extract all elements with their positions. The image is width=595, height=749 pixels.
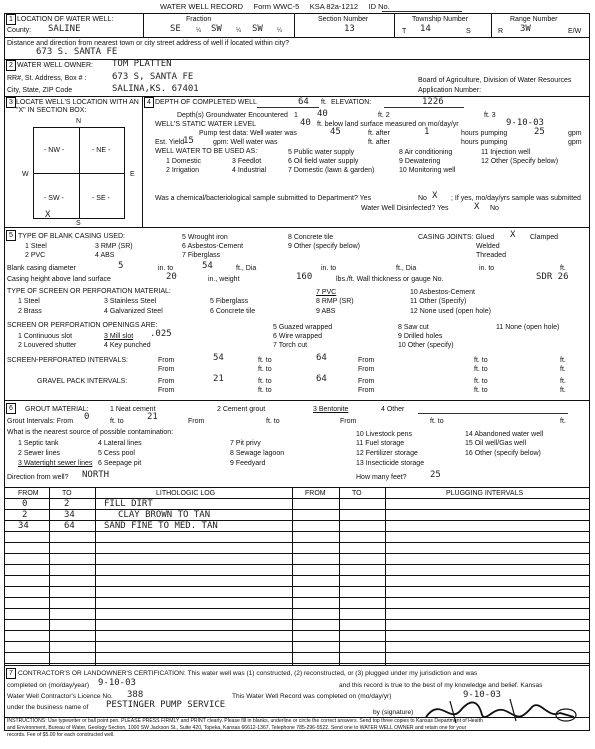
county-label: County: bbox=[7, 27, 32, 34]
screen-8: 8 RMP (SR) bbox=[316, 298, 354, 305]
screen-from: 54 bbox=[213, 353, 224, 363]
use-8: 8 Air conditioning bbox=[399, 149, 453, 156]
contam-11: 11 Fuel storage bbox=[356, 440, 405, 447]
log-row-rule bbox=[4, 564, 590, 565]
use-4: 4 Industrial bbox=[232, 167, 267, 174]
screen-9: 9 ABS bbox=[316, 308, 336, 315]
form-title-text: WATER WELL RECORD bbox=[160, 2, 244, 11]
use-2: 2 Irrigation bbox=[166, 167, 200, 174]
section-6-num: 6 bbox=[6, 403, 16, 414]
pump-after-2: ft. after bbox=[368, 139, 390, 146]
use-11: 11 Injection well bbox=[481, 149, 531, 156]
address-value: 673 S, SANTA FE bbox=[112, 72, 194, 82]
opening-5: 5 Guazed wrapped bbox=[273, 324, 333, 331]
completed-tail: and this record is true to the best of my knowledge and belief. Kansas bbox=[339, 682, 543, 689]
gauge-value: SDR 26 bbox=[536, 272, 569, 282]
distance-label: Distance and direction from nearest town or city street address of well if located within city? bbox=[7, 40, 290, 47]
gravel-to-label: ft. to bbox=[258, 378, 272, 385]
opening-6: 6 Wire wrapped bbox=[273, 333, 323, 340]
section-7-num: 7 bbox=[6, 668, 16, 679]
screen-to-label-2: ft. to bbox=[474, 357, 488, 364]
diameter-to-value: 54 bbox=[202, 261, 213, 271]
footer-line-3: records. Fee of $5.00 for each constructed well. bbox=[7, 732, 115, 738]
range-r: R bbox=[498, 28, 504, 35]
pump-hours: 1 bbox=[424, 127, 430, 137]
joints-label: CASING JOINTS: Glued bbox=[418, 234, 495, 241]
screen-12: 12 None used (open hole) bbox=[410, 308, 491, 315]
log-row-3-to: 64 bbox=[64, 521, 75, 531]
ksa-ref: KSA 82a-1212 bbox=[309, 2, 359, 11]
license-date: 9-10-03 bbox=[463, 690, 501, 700]
screen-to-label-3: ft. to bbox=[258, 366, 272, 373]
pump-label: Pump test data: Well water was bbox=[199, 130, 297, 137]
log-row-rule bbox=[4, 597, 590, 598]
use-6: 6 Oil field water supply bbox=[288, 158, 359, 165]
log-row-1-from: 0 bbox=[22, 499, 28, 509]
township-t: T bbox=[402, 28, 407, 35]
casing-6: 6 Asbestos-Cement bbox=[182, 243, 244, 250]
casing-9: 9 Other (specify below) bbox=[288, 243, 360, 250]
int-ft-from: From bbox=[188, 418, 205, 425]
diameter-ftdia: ft., Dia bbox=[236, 265, 257, 272]
int-from: 0 bbox=[84, 412, 90, 422]
contam-label: What is the nearest source of possible contamination: bbox=[7, 429, 174, 436]
contam-9: 9 Feedyard bbox=[230, 460, 266, 467]
quad-ne: - NE - bbox=[92, 147, 111, 154]
screen-1: 1 Steel bbox=[18, 298, 40, 305]
range-ew: E/W bbox=[568, 28, 582, 35]
opening-3: 3 Mill slot bbox=[104, 333, 134, 340]
casing-7: 7 Fiberglass bbox=[182, 252, 221, 259]
disinfected-no: No bbox=[490, 205, 499, 212]
compass-n: N bbox=[76, 118, 82, 125]
compass-w: W bbox=[22, 171, 29, 178]
footer-line-2: and Environment, Bureau of Water, Geology Section, 1000 SW Jackson St., Suite 420, Topeka, Kansas 66612-1367. Telephone 785-296-5522. Send one to WATER WELL OWNER and retain one for your bbox=[7, 725, 467, 731]
contam-8: 8 Sewage lagoon bbox=[230, 450, 285, 457]
disinfected-label: Water Well Disinfected? Yes bbox=[361, 205, 449, 212]
contam-5: 5 Cess pool bbox=[98, 450, 135, 457]
gpm-label-2: gpm bbox=[568, 139, 582, 146]
section-2-num: 2 bbox=[6, 60, 16, 71]
opening-7: 7 Torch cut bbox=[273, 342, 308, 349]
board-label: Board of Agriculture, Division of Water Resources bbox=[418, 77, 572, 84]
range-number: 3W bbox=[520, 24, 531, 34]
diameter-ftdia-2: ft., Dia bbox=[396, 265, 417, 272]
pump-gpm: 25 bbox=[534, 127, 545, 137]
screen-3: 3 Stainless Steel bbox=[104, 298, 157, 305]
gravel-ft-end-2: ft. bbox=[560, 387, 566, 394]
static-date: 9-10-03 bbox=[506, 118, 544, 128]
screen-ft-end: ft. bbox=[560, 357, 566, 364]
fraction-q2: SW bbox=[211, 24, 222, 34]
diameter-in-to-3: in. to bbox=[479, 265, 495, 272]
fraction-q3: SW bbox=[252, 24, 263, 34]
int-to: 21 bbox=[147, 412, 158, 422]
int-to-label: ft. to bbox=[110, 418, 124, 425]
direction-label: Direction from well? bbox=[7, 474, 69, 481]
screen-to-label: ft. to bbox=[258, 357, 272, 364]
contam-15: 15 Oil well/Gas well bbox=[465, 440, 527, 447]
openings-label: SCREEN OR PERFORATION OPENINGS ARE: bbox=[7, 322, 158, 329]
owner-label: WATER WELL OWNER: bbox=[17, 62, 93, 69]
township-s: S bbox=[466, 28, 471, 35]
yield-value: 15 bbox=[183, 136, 194, 146]
township-label: Township Number bbox=[412, 16, 469, 23]
location-mark: X bbox=[45, 210, 51, 220]
contam-6: 6 Seepage pit bbox=[98, 460, 142, 467]
opening-11: 11 None (open hole) bbox=[496, 324, 560, 331]
log-row-rule bbox=[4, 630, 590, 631]
static-label: WELL'S STATIC WATER LEVEL bbox=[155, 121, 257, 128]
contam-3: 3 Watertight sewer lines bbox=[18, 460, 93, 467]
quad-nw: - NW - bbox=[44, 147, 65, 154]
log-row-rule bbox=[4, 520, 590, 521]
fraction-label: Fraction bbox=[186, 16, 212, 23]
direction-value: NORTH bbox=[82, 470, 110, 480]
height-label: Casing height above land surface bbox=[7, 276, 111, 283]
log-row-1-desc: FILL DIRT bbox=[104, 499, 153, 509]
owner-value: TOM PLATTEN bbox=[112, 59, 172, 69]
form-title bbox=[160, 3, 390, 11]
gravel-to-label-3: ft. to bbox=[258, 387, 272, 394]
clamped-label: Clamped bbox=[530, 234, 559, 241]
log-row-rule bbox=[4, 553, 590, 554]
weight-label: in., weight bbox=[208, 276, 240, 283]
fraction-q1: SE bbox=[170, 24, 181, 34]
elevation-label: ELEVATION: bbox=[331, 99, 372, 106]
screen-from-label-3: From bbox=[358, 366, 375, 373]
use-12: 12 Other (Specify below) bbox=[481, 158, 559, 165]
section-5-num: 5 bbox=[6, 230, 16, 241]
gw1-label: 1 bbox=[294, 112, 298, 119]
slot-size: .025 bbox=[150, 329, 172, 339]
section-1-num: 1 bbox=[6, 14, 16, 25]
gravel-from: 21 bbox=[213, 374, 224, 384]
compass-s: S bbox=[76, 220, 81, 227]
contam-10: 10 Livestock pens bbox=[356, 431, 413, 438]
city-label: City, State, ZIP Code bbox=[7, 87, 73, 94]
county-value: SALINE bbox=[48, 24, 81, 34]
joints-mark: X bbox=[510, 230, 516, 240]
litho-header: LITHOLOGIC LOG bbox=[156, 490, 216, 497]
casing-type-label: TYPE OF BLANK CASING USED: bbox=[18, 233, 125, 240]
opening-8: 8 Saw cut bbox=[398, 324, 429, 331]
log-row-rule bbox=[4, 641, 590, 642]
log-row-rule bbox=[4, 652, 590, 653]
footer-line-1: INSTRUCTIONS: Use typewriter or ball point pen. PLEASE PRESS FIRMLY and PRINT clearly. Please fill in blanks, underline or circle the correct answers. Send top three copies to Kansas Department of Health bbox=[7, 718, 483, 724]
completed-label: completed on (mo/day/year) bbox=[7, 682, 90, 689]
screen-intervals-label: SCREEN-PERFORATED INTERVALS: bbox=[7, 357, 128, 364]
casing-3: 3 RMP (SR) bbox=[95, 243, 133, 250]
diameter-in-to: in. to bbox=[158, 265, 174, 272]
quarter-2: ¼ bbox=[236, 28, 242, 34]
gw1-value: 40 bbox=[317, 109, 328, 119]
use-3: 3 Feedlot bbox=[232, 158, 262, 165]
screen-11: 11 Other (Specify) bbox=[410, 298, 467, 305]
form-frame bbox=[4, 13, 590, 731]
intervals-label: Grout Intervals: From bbox=[7, 418, 74, 425]
diameter-ft: ft. bbox=[560, 265, 566, 272]
distance-value: 673 S. SANTA FE bbox=[36, 47, 118, 57]
contam-16: 16 Other (specify below) bbox=[465, 450, 541, 457]
application-label: Application Number: bbox=[418, 87, 482, 94]
use-7: 7 Domestic (lawn & garden) bbox=[288, 167, 375, 174]
locate-title: LOCATE WELL'S LOCATION WITH AN "X" IN SECTION BOX: bbox=[16, 99, 139, 114]
pump-level: 45 bbox=[330, 127, 341, 137]
grout-label: GROUT MATERIAL: bbox=[25, 406, 89, 413]
section-number-label: Section Number bbox=[318, 16, 369, 23]
screen-10: 10 Asbestos-Cement bbox=[410, 289, 475, 296]
screen-ft-end-2: ft. bbox=[560, 366, 566, 373]
use-9: 9 Dewatering bbox=[399, 158, 441, 165]
log-row-3-from: 34 bbox=[18, 521, 29, 531]
grout-1: 1 Neat cement bbox=[110, 406, 156, 413]
gravel-from-label: From bbox=[158, 378, 175, 385]
gravel-from-label-2: From bbox=[358, 378, 375, 385]
business-label: under the business name of bbox=[7, 704, 89, 711]
signature-label: by (signature) bbox=[373, 709, 414, 716]
contam-4: 4 Lateral lines bbox=[98, 440, 142, 447]
log-row-2-desc: CLAY BROWN TO TAN bbox=[118, 510, 211, 520]
quarter-3: ¼ bbox=[277, 28, 283, 34]
screen-4: 4 Galvanized Steel bbox=[104, 308, 163, 315]
grout-4: 4 Other bbox=[381, 406, 405, 413]
gravel-ft-end: ft. bbox=[560, 378, 566, 385]
disinfected-mark: X bbox=[474, 202, 480, 212]
contam-2: 2 Sewer lines bbox=[18, 450, 61, 457]
casing-2: 2 PVC bbox=[25, 252, 46, 259]
screen-2: 2 Brass bbox=[18, 308, 42, 315]
log-row-rule bbox=[4, 509, 590, 510]
static-value: 40 bbox=[300, 118, 311, 128]
weight-tail: lbs./ft. Wall thickness or gauge No. bbox=[336, 276, 444, 283]
threaded-label: Threaded bbox=[476, 252, 506, 259]
opening-1: 1 Continuous slot bbox=[18, 333, 73, 340]
gw2-label: ft. 2 bbox=[378, 112, 390, 119]
log-row-rule bbox=[4, 542, 590, 543]
hours-label-2: hours pumping bbox=[461, 139, 508, 146]
casing-5: 5 Wrought iron bbox=[182, 234, 228, 241]
depth-value: 64 bbox=[298, 97, 309, 107]
form-number: Form WWC-5 bbox=[253, 2, 300, 11]
gravel-to-label-2: ft. to bbox=[474, 378, 488, 385]
screen-to-label-4: ft. to bbox=[474, 366, 488, 373]
city-value: SALINA,KS. 67401 bbox=[112, 84, 199, 94]
section-number: 13 bbox=[344, 24, 355, 34]
location-label: LOCATION OF WATER WELL: bbox=[17, 16, 114, 23]
casing-1: 1 Steel bbox=[25, 243, 47, 250]
gravel-from-label-4: From bbox=[358, 387, 375, 394]
screen-7: 7 PVC bbox=[316, 289, 337, 296]
grout-3: 3 Bentonite bbox=[313, 406, 349, 413]
elevation-value: 1226 bbox=[422, 97, 444, 107]
screen-6: 6 Concrete tile bbox=[210, 308, 256, 315]
contam-13: 13 Insecticide storage bbox=[356, 460, 425, 467]
grout-2: 2 Cement grout bbox=[217, 406, 266, 413]
gravel-from-label-3: From bbox=[158, 387, 175, 394]
opening-4: 4 Key punched bbox=[104, 342, 151, 349]
chem-mark: X bbox=[432, 191, 438, 201]
int-to-label-2: ft. to bbox=[266, 418, 280, 425]
use-1: 1 Domestic bbox=[166, 158, 202, 165]
diameter-in-to-2: in. to bbox=[321, 265, 337, 272]
screen-to: 64 bbox=[316, 353, 327, 363]
log-from-header: FROM bbox=[18, 490, 39, 497]
screen-ft-from: From bbox=[358, 357, 375, 364]
section-3-num: 3 bbox=[6, 97, 16, 108]
groundwater-label: Depth(s) Groundwater Encountered bbox=[177, 112, 288, 119]
contam-7: 7 Pit privy bbox=[230, 440, 261, 447]
yield-unit: gpm: Well water was bbox=[213, 139, 278, 146]
log-row-rule bbox=[4, 663, 590, 664]
hours-label-1: hours pumping bbox=[461, 130, 508, 137]
log-row-1-to: 2 bbox=[64, 499, 70, 509]
gravel-to-label-4: ft. to bbox=[474, 387, 488, 394]
log-row-rule bbox=[4, 531, 590, 532]
plug-from-header: FROM bbox=[305, 490, 326, 497]
log-row-rule bbox=[4, 575, 590, 576]
chem-tail: ; If yes, mo/day/yrs sample was submitted bbox=[451, 195, 581, 202]
static-suffix: ft. below land surface measured on mo/day/yr bbox=[317, 121, 459, 128]
screen-5: 5 Fiberglass bbox=[210, 298, 249, 305]
gw3-label: ft. 3 bbox=[484, 112, 496, 119]
opening-2: 2 Louvered shutter bbox=[18, 342, 77, 349]
log-row-2-to: 34 bbox=[64, 510, 75, 520]
diameter-value: 5 bbox=[118, 261, 124, 271]
use-10: 10 Monitoring well bbox=[399, 167, 456, 174]
section-4-num: 4 bbox=[144, 97, 154, 108]
height-value: 20 bbox=[166, 272, 177, 282]
casing-8: 8 Concrete tile bbox=[288, 234, 334, 241]
log-row-rule bbox=[4, 586, 590, 587]
contam-1: 1 Septic tank bbox=[18, 440, 59, 447]
quarter-1: ¼ bbox=[196, 28, 202, 34]
int-ft-end: ft. bbox=[560, 418, 566, 425]
plug-header: PLUGGING INTERVALS bbox=[446, 490, 524, 497]
license-tail: This Water Well Record was completed on (mo/day/yr) bbox=[232, 693, 392, 700]
int-from-label-3: From bbox=[340, 418, 357, 425]
compass-e: E bbox=[130, 171, 135, 178]
gravel-label: GRAVEL PACK INTERVALS: bbox=[37, 378, 128, 385]
township-number: 14 bbox=[420, 24, 431, 34]
id-label: ID No. bbox=[368, 2, 390, 11]
pump-after: ft. after bbox=[368, 130, 390, 137]
diameter-label: Blank casing diameter bbox=[7, 265, 76, 272]
well-water-label: WELL WATER TO BE USED AS: bbox=[155, 148, 258, 155]
log-row-rule bbox=[4, 608, 590, 609]
log-row-rule bbox=[4, 619, 590, 620]
range-label: Range Number bbox=[510, 16, 558, 23]
chem-no: No bbox=[418, 195, 427, 202]
screen-type-label: TYPE OF SCREEN OR PERFORATION MATERIAL: bbox=[7, 288, 171, 295]
contam-12: 12 Fertilizer storage bbox=[356, 450, 418, 457]
chem-question: Was a chemical/bacteriological sample submitted to Department? Yes bbox=[155, 195, 372, 202]
casing-4: 4 ABS bbox=[95, 252, 115, 259]
depth-label: DEPTH OF COMPLETED WELL bbox=[155, 99, 257, 106]
log-row-2-from: 2 bbox=[22, 510, 28, 520]
opening-10: 10 Other (specify) bbox=[398, 342, 454, 349]
screen-from-label: From bbox=[158, 357, 175, 364]
cert-text: CONTRACTOR'S OR LANDOWNER'S CERTIFICATION: This water well was (1) constructed, (2) reconstructed, or (3) plugged under my jurisdiction and was bbox=[18, 670, 478, 677]
howmany-value: 25 bbox=[430, 470, 441, 480]
howmany-label: How many feet? bbox=[356, 474, 407, 481]
depth-ft: ft. bbox=[321, 99, 327, 106]
use-5: 5 Public water supply bbox=[288, 149, 355, 156]
log-to-header: TO bbox=[62, 490, 72, 497]
id-line bbox=[382, 11, 462, 12]
int-to-label-3: ft. to bbox=[430, 418, 444, 425]
business-value: PESTINGER PUMP SERVICE bbox=[106, 700, 226, 710]
contam-14: 14 Abandoned water well bbox=[465, 431, 544, 438]
welded-label: Welded bbox=[476, 243, 500, 250]
gravel-to: 64 bbox=[316, 374, 327, 384]
opening-9: 9 Drilled holes bbox=[398, 333, 443, 340]
yield-label: Est. Yield bbox=[155, 139, 185, 146]
license-label: Water Well Contractor's Licence No. bbox=[7, 693, 113, 700]
completed-value: 9-10-03 bbox=[98, 678, 136, 688]
plug-to-header: TO bbox=[352, 490, 362, 497]
gpm-label-1: gpm bbox=[568, 130, 582, 137]
weight-value: 160 bbox=[296, 272, 313, 282]
quad-sw: - SW - bbox=[44, 195, 64, 202]
log-row-3-desc: SAND FINE TO MED. TAN bbox=[104, 521, 218, 531]
address-label: RR#, St. Address, Box # : bbox=[7, 75, 87, 82]
screen-from-label-2: From bbox=[158, 366, 175, 373]
quad-se: - SE - bbox=[92, 195, 110, 202]
license-value: 388 bbox=[127, 690, 144, 700]
